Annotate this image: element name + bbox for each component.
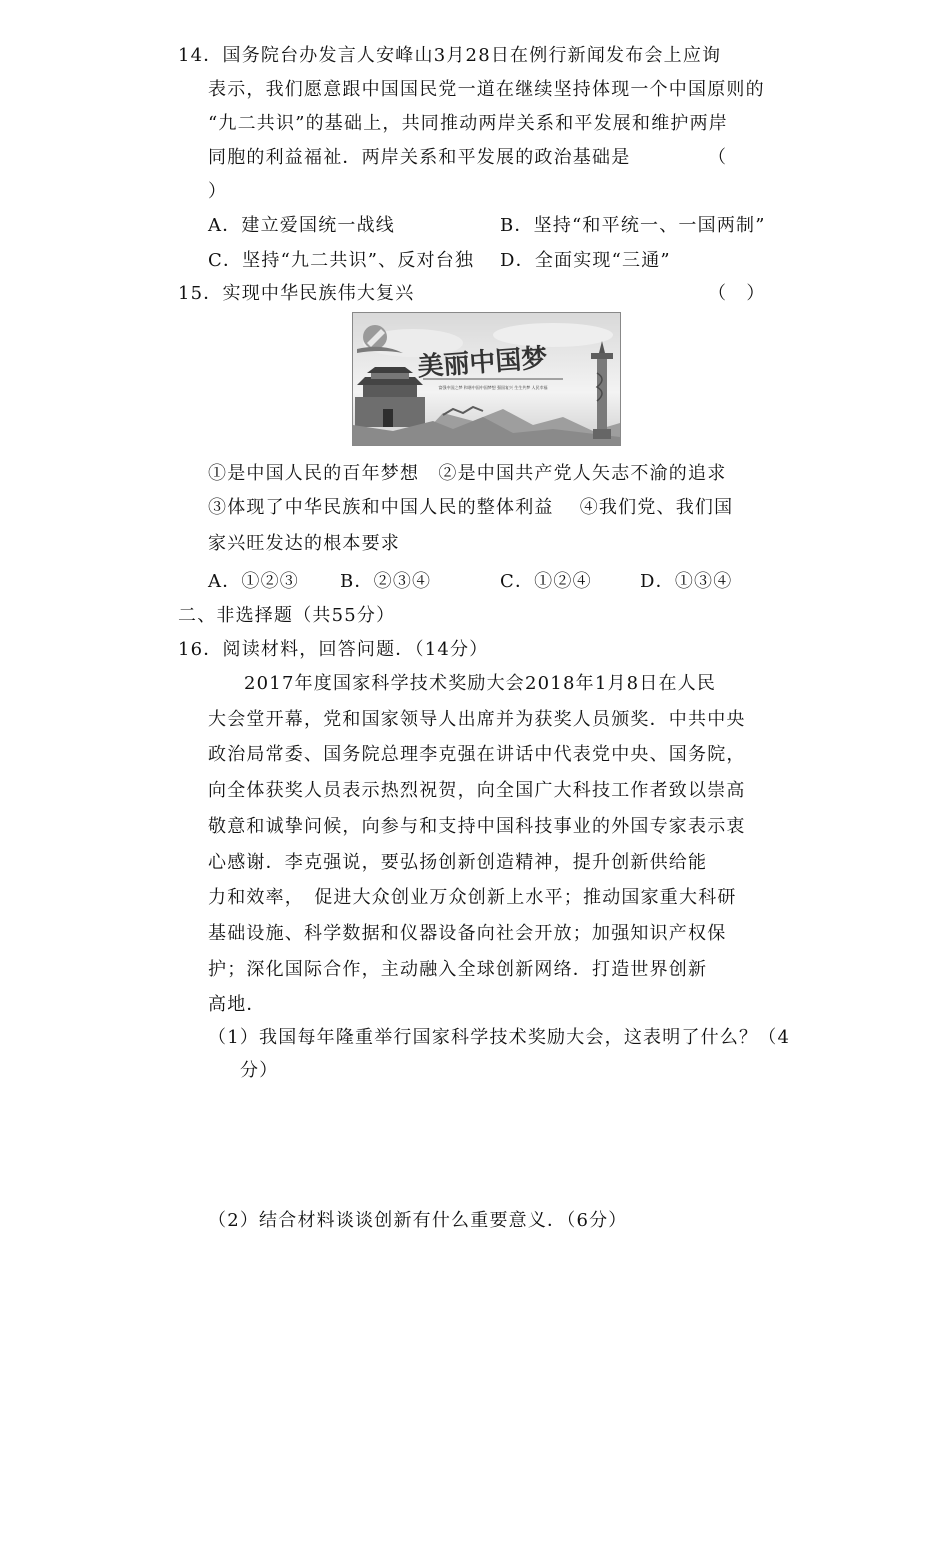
q16-stem: 16．阅读材料，回答问题．（14分） [178, 639, 489, 660]
chinese-dream-subtitle: 富强中国之梦 和谐中国中国梦想 强国复兴 生生共梦 人民幸福 [438, 385, 548, 390]
q14-line-4: 同胞的利益福祉．两岸关系和平发展的政治基础是 [208, 147, 631, 168]
q16-material-line-2: 大会堂开幕，党和国家领导人出席并为获奖人员颁奖．中共中央 [208, 709, 746, 730]
q16-material-line-4: 向全体获奖人员表示热烈祝贺，向全国广大科技工作者致以崇高 [208, 780, 746, 801]
q14-line-1: 14．国务院台办发言人安峰山3月28日在例行新闻发布会上应询 [178, 45, 722, 66]
q14-option-a: A．建立爱国统一战线 [208, 215, 395, 236]
q16-material-line-7: 力和效率， 促进大众创业万众创新上水平；推动国家重大科研 [208, 887, 737, 908]
q14-option-d: D．全面实现“三通” [500, 250, 671, 271]
q15-option-b: B．②③④ [340, 571, 432, 592]
q16-material-line-6: 心感谢．李克强说，要弘扬创新创造精神，提升创新供给能 [208, 852, 708, 873]
q14-option-c: C．坚持“九二共识”、反对台独 [208, 250, 475, 271]
chinese-dream-illustration [352, 312, 621, 446]
chinese-dream-title: 美丽中国梦 [416, 343, 549, 383]
q16-material-line-10: 高地． [208, 994, 266, 1015]
q15-statement-1-2: ①是中国人民的百年梦想 ②是中国共产党人矢志不渝的追求 [208, 463, 727, 484]
q14-answer-paren-open: （ [708, 147, 728, 168]
q15-statement-3-4: ③体现了中华民族和中国人民的整体利益 ④我们党、我们国 [208, 497, 734, 518]
q16-subquestion-1: （1）我国每年隆重举行国家科学技术奖励大会，这表明了什么？（4 [208, 1027, 791, 1048]
q16-material-line-3: 政治局常委、国务院总理李克强在讲话中代表党中央、国务院， [208, 744, 746, 765]
q15-stem: 15．实现中华民族伟大复兴 [178, 283, 415, 304]
q15-option-c: C．①②④ [500, 571, 592, 592]
section-heading: 二、非选择题（共55分） [178, 605, 396, 626]
q16-material-line-8: 基础设施、科学数据和仪器设备向社会开放；加强知识产权保 [208, 923, 727, 944]
q15-option-a: A．①②③ [208, 571, 299, 592]
q14-answer-paren-close: ） [208, 181, 228, 202]
q16-material-line-9: 护；深化国际合作，主动融入全球创新网络．打造世界创新 [208, 959, 708, 980]
q16-subquestion-2: （2）结合材料谈谈创新有什么重要意义．（6分） [208, 1210, 628, 1231]
q15-statement-4-cont: 家兴旺发达的根本要求 [208, 533, 400, 554]
q14-line-3: “九二共识”的基础上，共同推动两岸关系和平发展和维护两岸 [208, 113, 729, 134]
q14-line-2: 表示，我们愿意跟中国国民党一道在继续坚持体现一个中国原则的 [208, 79, 765, 100]
q15-answer-paren: （ ） [708, 283, 766, 304]
q16-material-line-1: 2017年度国家科学技术奖励大会2018年1月8日在人民 [244, 673, 717, 694]
q16-subquestion-1-cont: 分） [240, 1060, 279, 1081]
q15-option-d: D．①③④ [640, 571, 733, 592]
q16-material-line-5: 敬意和诚挚问候，向参与和支持中国科技事业的外国专家表示衷 [208, 816, 746, 837]
q14-option-b: B．坚持“和平统一、一国两制” [500, 215, 766, 236]
